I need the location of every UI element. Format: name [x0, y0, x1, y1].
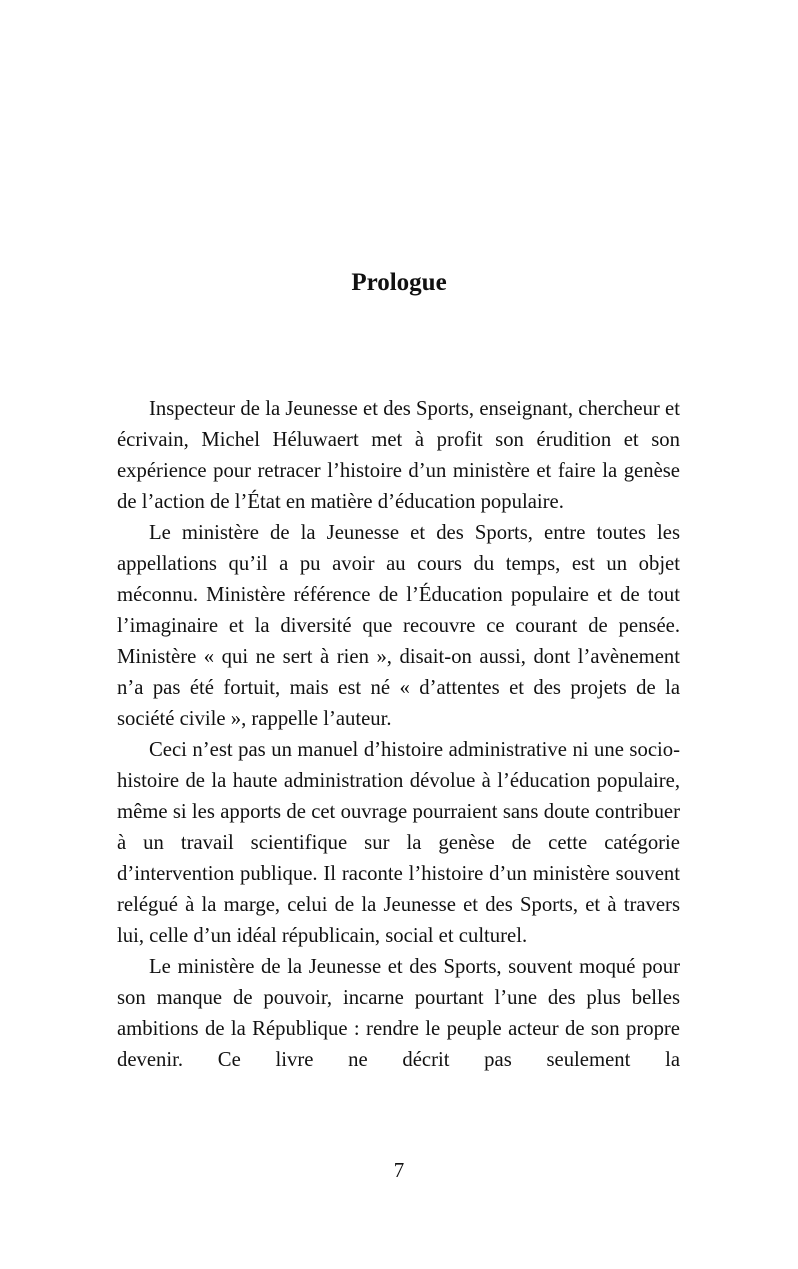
paragraph-2: Le ministère de la Jeunesse et des Sports, entre toutes les appellations qu’il a pu avoir au cours du temps, est un objet méconnu. Ministère référence de l’Éducation populaire et de tout l’imaginaire et la diversité que recouvre ce courant de pensée. Ministère « qui ne sert à rien », disait-on aussi, dont l’avènement n’a pas été fortuit, mais est né « d’attentes et des projets de la société civile », rappelle l’auteur. [117, 522, 680, 730]
page-number: 7 [393, 1158, 405, 1182]
body-text [117, 394, 680, 1076]
paragraph-1: Inspecteur de la Jeunesse et des Sports, enseignant, chercheur et écrivain, Michel Héluwaert met à profit son érudition et son expérience pour retracer l’histoire d’un ministère et faire la genèse de l’action de l’État en matière d’éducation populaire. [117, 398, 680, 513]
paragraph-4: Le ministère de la Jeunesse et des Sports, souvent moqué pour son manque de pouvoir, incarne pourtant l’une des plus belles ambitions de la République : rendre le peuple acteur de son propre devenir. Ce livre ne décrit pas seulement la [117, 956, 680, 1071]
paragraph-3: Ceci n’est pas un manuel d’histoire administrative ni une socio-histoire de la haute administration dévolue à l’éducation populaire, même si les apports de cet ouvrage pourraient sans doute contribuer à un travail scientifique sur la genèse de cette catégorie d’intervention publique. Il raconte l’histoire d’un ministère souvent relégué à la marge, celui de la Jeunesse et des Sports, et à travers lui, celle d’un idéal républicain, social et culturel. [117, 739, 680, 947]
page-title: Prologue [351, 269, 447, 296]
